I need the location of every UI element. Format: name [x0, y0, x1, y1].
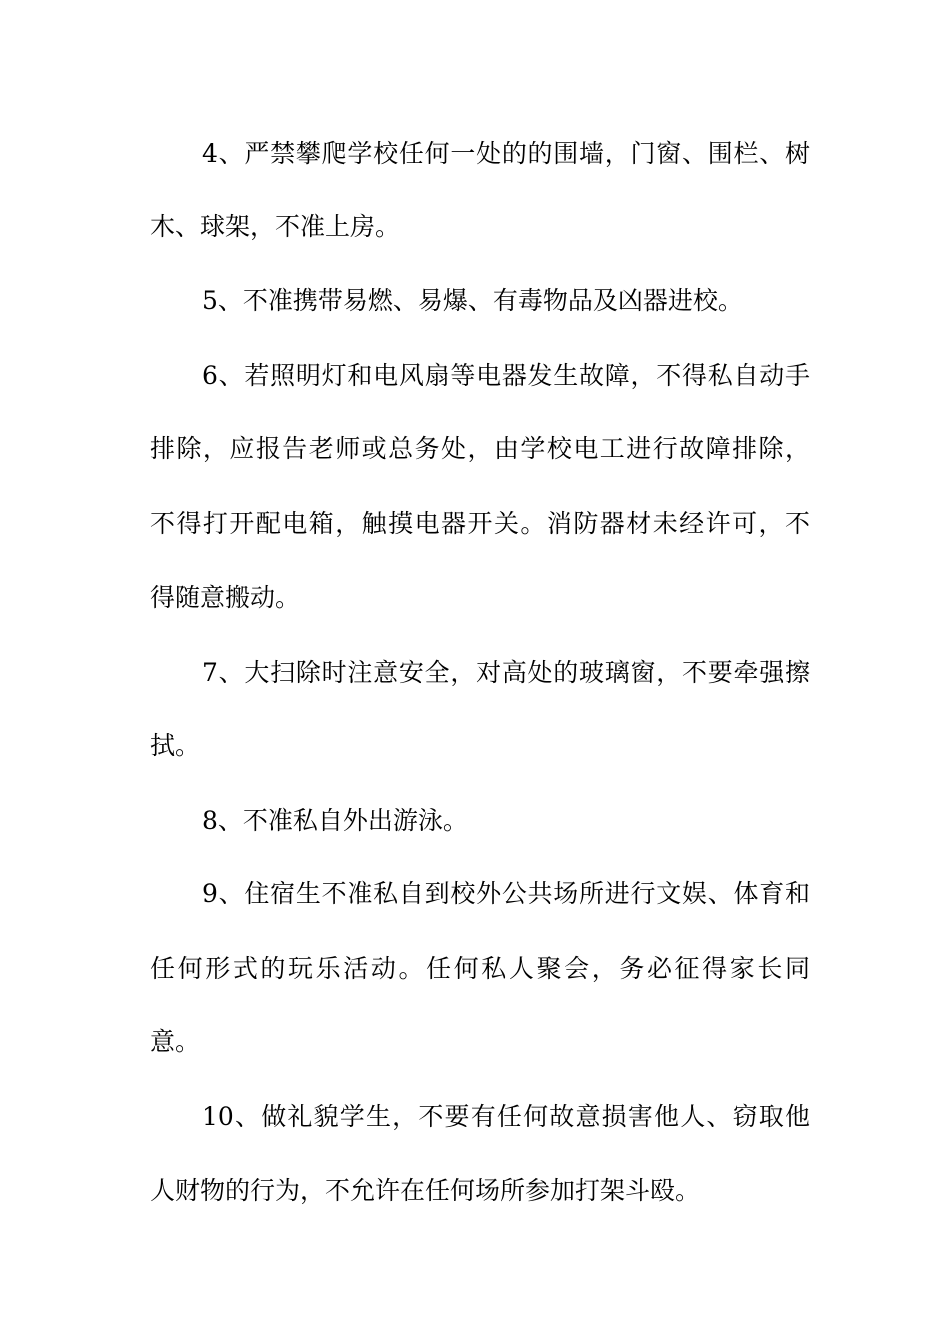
rule-5-line-1: 5、不准携带易燃、易爆、有毒物品及凶器进校。	[202, 286, 743, 315]
rule-6-line-3: 不得打开配电箱，触摸电器开关。消防器材未经许可，不	[150, 509, 810, 538]
rule-10-line-1: 10、做礼貌学生，不要有任何故意损害他人、窃取他	[202, 1102, 810, 1131]
rule-9-line-3: 意。	[150, 1027, 201, 1056]
rule-10-line-2: 人财物的行为，不允许在任何场所参加打架斗殴。	[150, 1176, 701, 1205]
rule-4-line-2: 木、球架，不准上房。	[150, 212, 401, 241]
rule-7-line-2: 拭。	[150, 731, 201, 760]
rule-6-line-2: 排除，应报告老师或总务处，由学校电工进行故障排除，	[150, 434, 810, 463]
rule-4-line-1: 4、严禁攀爬学校任何一处的的围墙，门窗、围栏、树	[202, 139, 810, 168]
rule-6-line-1: 6、若照明灯和电风扇等电器发生故障，不得私自动手	[202, 361, 810, 390]
rule-6-line-4: 得随意搬动。	[150, 583, 301, 612]
rule-9-line-1: 9、住宿生不准私自到校外公共场所进行文娱、体育和	[202, 879, 810, 908]
rule-8-line-1: 8、不准私自外出游泳。	[202, 806, 468, 835]
rule-9-line-2: 任何形式的玩乐活动。任何私人聚会，务必征得家长同	[150, 954, 810, 983]
rule-7-line-1: 7、大扫除时注意安全，对高处的玻璃窗，不要牵强擦	[202, 658, 810, 687]
